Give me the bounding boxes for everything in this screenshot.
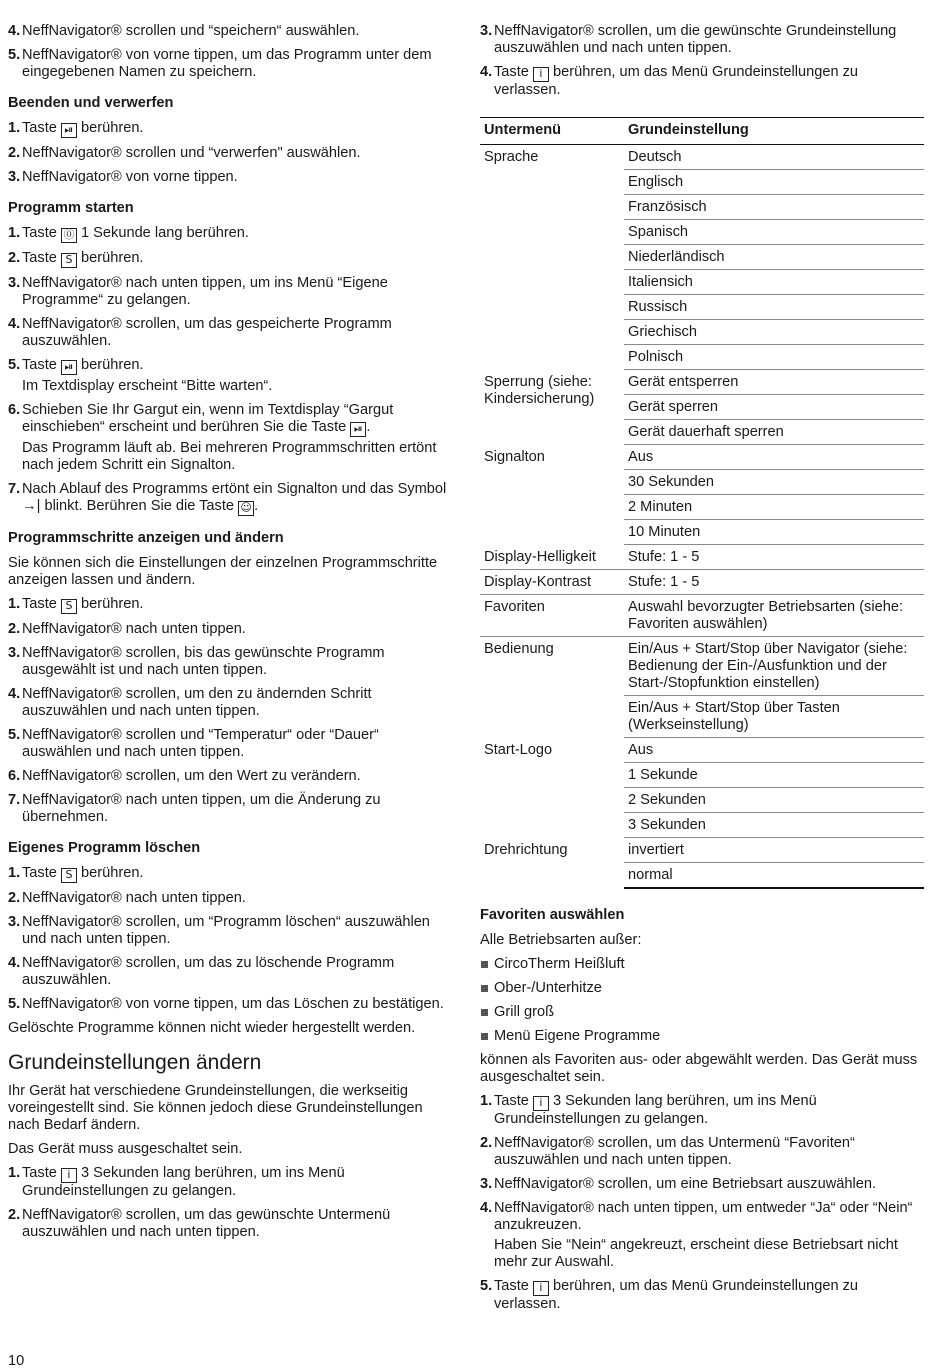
setting-cell: 3 Sekunden xyxy=(624,813,924,838)
grund-steps-continued xyxy=(480,23,924,99)
left-column xyxy=(8,23,452,1248)
list-item: 5. Taste i berühren, um das Menü Grundeinstellungen zu verlassen. xyxy=(480,1278,859,1312)
list-item: Grill groß xyxy=(480,1004,924,1021)
setting-cell: Griechisch xyxy=(624,320,924,345)
setting-cell: Stufe: 1 - 5 xyxy=(624,570,924,595)
start-program-key-icon: ⏯ xyxy=(61,123,77,138)
setting-cell: Aus xyxy=(624,445,924,470)
heading-beenden: Beenden und verwerfen xyxy=(8,95,174,111)
setting-cell: Deutsch xyxy=(624,145,924,170)
table-row xyxy=(480,738,924,763)
submenu-cell: Favoriten xyxy=(480,595,624,637)
list-item: 7. NeffNavigator® nach unten tippen, um die Änderung zu übernehmen. xyxy=(8,792,381,825)
step-text: NeffNavigator® scrollen und “speichern“ auswählen. xyxy=(22,23,360,39)
anzeigen-intro: Sie können sich die Einstellungen der einzelnen Programmschritte anzeigen lassen und ändern. xyxy=(8,555,438,588)
list-item: 2. NeffNavigator® scrollen und “verwerfen" auswählen. xyxy=(8,145,361,161)
setting-cell: 1 Sekunde xyxy=(624,763,924,788)
setting-cell: Niederländisch xyxy=(624,245,924,270)
heading-anzeigen: Programmschritte anzeigen und ändern xyxy=(8,530,284,546)
submenu-cell: Bedienung xyxy=(484,641,554,657)
table-header-row xyxy=(480,118,924,145)
list-item: 1. Taste ⓪ 1 Sekunde lang berühren. xyxy=(8,225,249,241)
column-header-submenu: Untermenü xyxy=(480,118,624,145)
list-item: 2. Taste S berühren. xyxy=(8,250,144,266)
info-key-icon: i xyxy=(533,1281,549,1296)
fav-exclusion-list xyxy=(480,956,924,1045)
list-item xyxy=(8,47,452,81)
starten-steps xyxy=(8,225,452,516)
step-number: 4. xyxy=(8,23,21,39)
setting-cell: Gerät entsperren xyxy=(624,370,924,395)
list-item: 6. NeffNavigator® scrollen, um den Wert zu verändern. xyxy=(8,768,361,784)
list-item: 1. Taste i 3 Sekunden lang berühren, um ins Menü Grundeinstellungen zu gelangen. xyxy=(480,1093,817,1127)
setting-cell: Ein/Aus + Start/Stop über Navigator (siehe: Bedienung der Ein-/Ausfunktion und der Start-/Stopfunktion einstellen) xyxy=(624,637,924,696)
setting-cell: Polnisch xyxy=(624,345,924,370)
submenu-cell: Sperrung (siehe: Kindersicherung) xyxy=(484,373,595,407)
setting-cell: 30 Sekunden xyxy=(624,470,924,495)
list-item: 3. NeffNavigator® scrollen, um eine Betriebsart auszuwählen. xyxy=(480,1176,877,1192)
anzeigen-steps xyxy=(8,596,452,826)
list-item: 2. NeffNavigator® nach unten tippen. xyxy=(8,890,246,906)
setting-cell: Italiensich xyxy=(624,270,924,295)
setting-cell: Gerät dauerhaft sperren xyxy=(624,420,924,445)
list-item: Menü Eigene Programme xyxy=(480,1028,924,1045)
setting-cell: Spanisch xyxy=(624,220,924,245)
table-row xyxy=(480,445,924,470)
settings-table xyxy=(480,117,924,889)
list-item: 2. NeffNavigator® nach unten tippen. xyxy=(8,621,246,637)
list-item: Ober-/Unterhitze xyxy=(480,980,924,997)
grund-intro: Ihr Gerät hat verschiedene Grundeinstellungen, die werkseitig voreingestellt sind. Sie können jedoch diese Grundeinstellungen nach Bedarf ändern. xyxy=(8,1083,423,1133)
list-item: 4. NeffNavigator® nach unten tippen, um entweder “Ja“ oder “Nein“ anzukreuzen. Haben Sie “Nein“ angekreuzt, erscheint diese Betriebsart nicht mehr zur Auswahl. xyxy=(480,1200,913,1270)
heading-favoriten: Favoriten auswählen xyxy=(480,907,625,923)
table-row xyxy=(480,570,924,595)
list-item: 4. NeffNavigator® scrollen, um das gespeicherte Programm auszuwählen. xyxy=(8,316,392,349)
list-item: 3. NeffNavigator® scrollen, um die gewünschte Grundeinstellung auszuwählen und nach unten tippen. xyxy=(480,23,897,56)
table-row xyxy=(480,370,924,395)
list-item: 5. NeffNavigator® scrollen und “Temperatur“ oder “Dauer“ auswählen und nach unten tippen. xyxy=(8,727,379,760)
fav-note: können als Favoriten aus- oder abgewählt werden. Das Gerät muss ausgeschaltet sein. xyxy=(480,1052,918,1085)
list-item: 5. Taste ⏯ berühren. Im Textdisplay erscheint “Bitte warten“. xyxy=(8,357,273,394)
submenu-cell: Start-Logo xyxy=(484,741,553,758)
s-key-icon: S xyxy=(61,599,77,614)
list-item: 4. NeffNavigator® scrollen, um das zu löschende Programm auszuwählen. xyxy=(8,955,395,988)
favorites-key-icon: ☺ xyxy=(238,501,254,516)
list-item: 3. NeffNavigator® scrollen, um “Programm löschen“ auszuwählen und nach unten tippen. xyxy=(8,914,430,947)
column-header-setting: Grundeinstellung xyxy=(624,118,924,145)
setting-cell: Gerät sperren xyxy=(624,395,924,420)
list-item: 1. Taste S berühren. xyxy=(8,596,144,612)
submenu-cell: Display-Helligkeit xyxy=(480,545,624,570)
beenden-steps xyxy=(8,120,452,186)
heading-starten: Programm starten xyxy=(8,200,134,216)
table-row xyxy=(480,637,924,696)
grund-steps xyxy=(8,1165,452,1241)
setting-cell: Stufe: 1 - 5 xyxy=(624,545,924,570)
list-item: 4. NeffNavigator® scrollen, um den zu ändernden Schritt auszuwählen und nach unten tippen. xyxy=(8,686,372,719)
list-item xyxy=(8,23,452,40)
list-item: 5. NeffNavigator® von vorne tippen, um das Löschen zu bestätigen. xyxy=(8,996,444,1012)
grund-off-note: Das Gerät muss ausgeschaltet sein. xyxy=(8,1141,243,1157)
table-row xyxy=(480,595,924,637)
list-item: 3. NeffNavigator® von vorne tippen. xyxy=(8,169,238,185)
s-key-icon: S xyxy=(61,868,77,883)
info-key-icon: i xyxy=(533,67,549,82)
list-item: 1. Taste i 3 Sekunden lang berühren, um ins Menü Grundeinstellungen zu gelangen. xyxy=(8,1165,345,1199)
submenu-cell: Signalton xyxy=(484,448,545,465)
submenu-cell: Sprache xyxy=(484,149,539,165)
loeschen-note: Gelöschte Programme können nicht wieder hergestellt werden. xyxy=(8,1020,416,1036)
table-row xyxy=(480,838,924,863)
page-number: 10 xyxy=(8,1353,25,1369)
step-number: 5. xyxy=(8,47,21,63)
info-key-icon: i xyxy=(533,1096,549,1111)
step-text: NeffNavigator® von vorne tippen, um das Programm unter dem eingegebenen Namen zu speichern. xyxy=(22,47,432,80)
table-row xyxy=(480,145,924,170)
setting-cell: 2 Minuten xyxy=(624,495,924,520)
heading-loeschen: Eigenes Programm löschen xyxy=(8,840,201,856)
s-key-icon: S xyxy=(61,253,77,268)
right-column xyxy=(480,23,924,1320)
submenu-cell: Drehrichtung xyxy=(484,841,568,858)
start-program-key-icon: ⏯ xyxy=(350,422,366,437)
fav-steps xyxy=(480,1093,924,1313)
setting-cell: Aus xyxy=(624,738,924,763)
fav-intro: Alle Betriebsarten außer: xyxy=(480,932,642,948)
table-row xyxy=(480,545,924,570)
save-steps-list xyxy=(8,23,452,81)
setting-cell: Auswahl bevorzugter Betriebsarten (siehe: Favoriten auswählen) xyxy=(624,595,924,637)
list-item: 2. NeffNavigator® scrollen, um das gewünschte Untermenü auszuwählen und nach unten tippen. xyxy=(8,1207,391,1240)
setting-cell: Ein/Aus + Start/Stop über Tasten (Werkseinstellung) xyxy=(624,696,924,738)
list-item: 2. NeffNavigator® scrollen, um das Untermenü “Favoriten“ auszuwählen und nach unten tippen. xyxy=(480,1135,855,1168)
setting-cell: 10 Minuten xyxy=(624,520,924,545)
setting-cell: Französisch xyxy=(624,195,924,220)
program-end-symbol-icon: →| xyxy=(22,498,41,514)
list-item: 3. NeffNavigator® scrollen, bis das gewünschte Programm ausgewählt ist und nach unten tippen. xyxy=(8,645,385,678)
setting-cell: Russisch xyxy=(624,295,924,320)
power-key-icon: ⓪ xyxy=(61,228,77,243)
list-item: 4. Taste i berühren, um das Menü Grundeinstellungen zu verlassen. xyxy=(480,64,859,98)
list-item: 1. Taste ⏯ berühren. xyxy=(8,120,144,136)
start-program-key-icon: ⏯ xyxy=(61,360,77,375)
setting-cell: 2 Sekunden xyxy=(624,788,924,813)
list-item: 6. Schieben Sie Ihr Gargut ein, wenn im Textdisplay “Gargut einschieben“ erscheint und berühren Sie die Taste ⏯ . Das Programm läuft ab. Bei mehreren Programmschritten ertönt nach jedem Schritt ein Signalton. xyxy=(8,402,437,473)
setting-cell: invertiert xyxy=(624,838,924,863)
heading-grundeinstellungen: Grundeinstellungen ändern xyxy=(8,1051,262,1074)
submenu-cell: Display-Kontrast xyxy=(480,570,624,595)
setting-cell: Englisch xyxy=(624,170,924,195)
list-item: 7. Nach Ablauf des Programms ertönt ein Signalton und das Symbol →| blinkt. Berühren Sie die Taste ☺ . xyxy=(8,481,447,514)
list-item: CircoTherm Heißluft xyxy=(480,956,924,973)
loeschen-steps xyxy=(8,865,452,1013)
list-item: 3. NeffNavigator® nach unten tippen, um ins Menü “Eigene Programme“ zu gelangen. xyxy=(8,275,388,308)
setting-cell: normal xyxy=(624,863,924,889)
list-item: 1. Taste S berühren. xyxy=(8,865,144,881)
info-key-icon: i xyxy=(61,1168,77,1183)
